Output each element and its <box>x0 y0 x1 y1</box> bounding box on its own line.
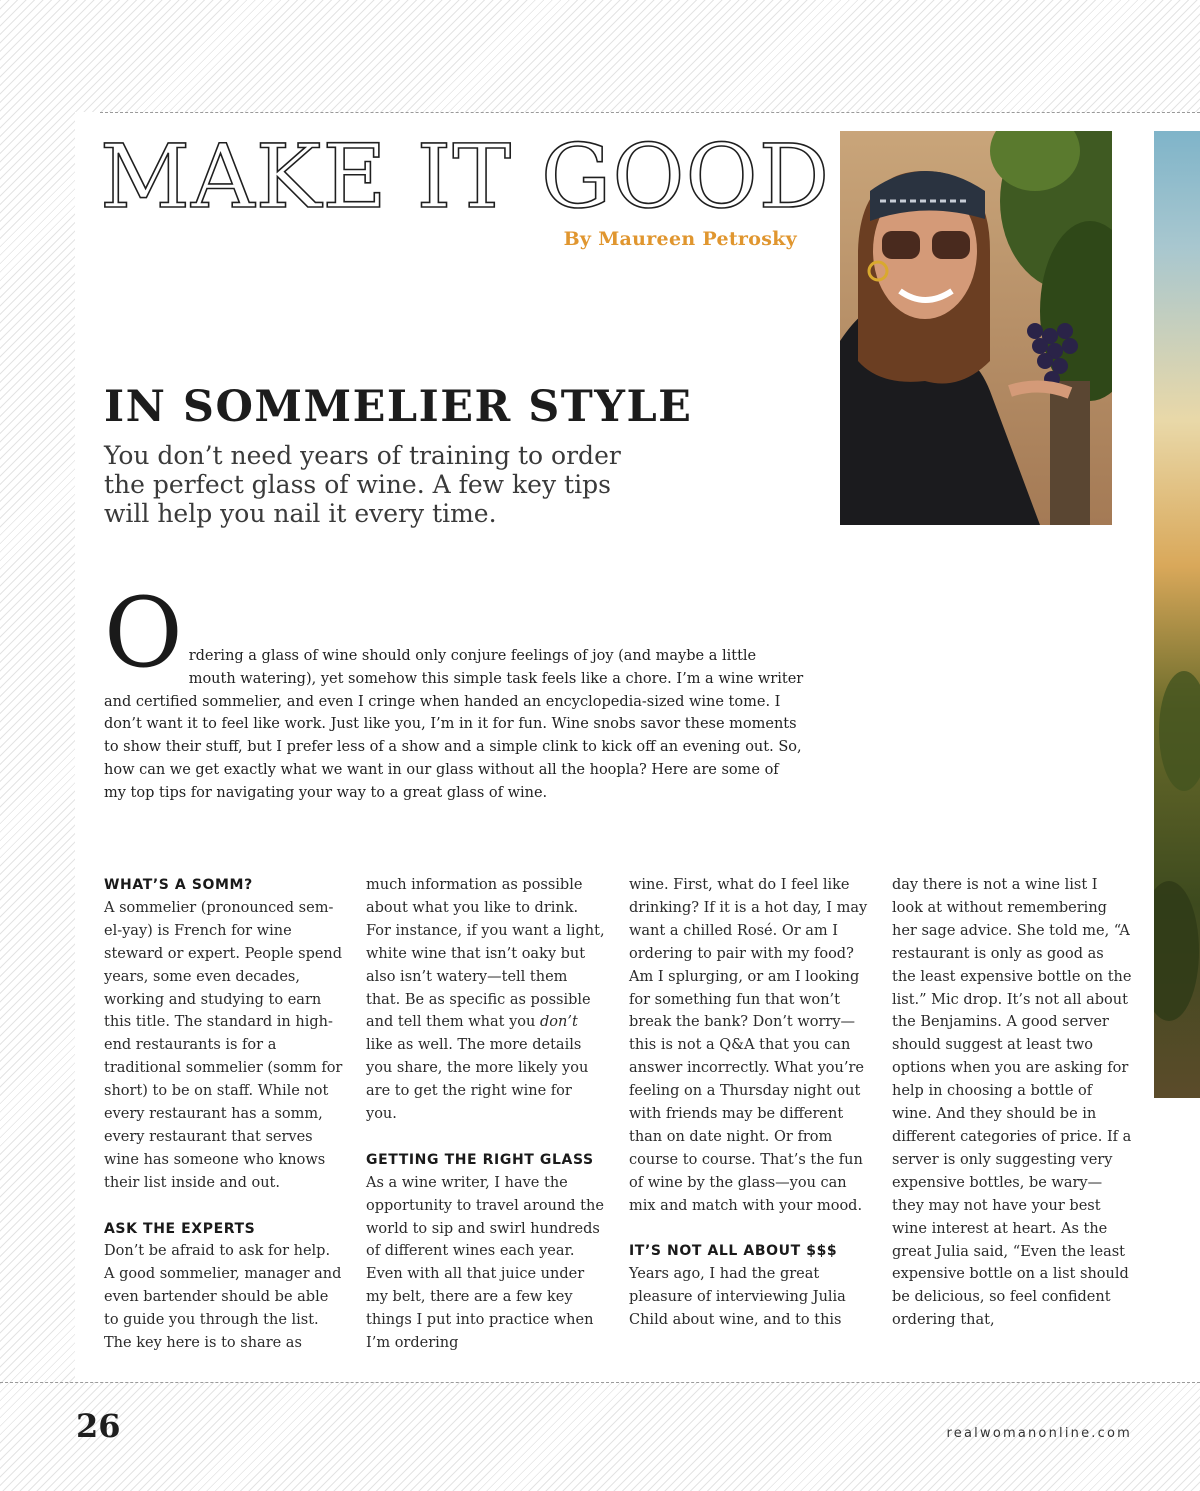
dropcap-spacer <box>104 595 804 645</box>
subhead-not-all-about-money: IT’S NOT ALL ABOUT $$$ <box>629 1243 838 1260</box>
article-deck: You don’t need years of training to order the perfect glass of wine. A few key tips will help you nail it every time. <box>104 441 621 528</box>
body-text: much information as possible about what you like to drink. For instance, if you want a light, white wine that isn’t oaky but also isn’t watery—tell them that. Be as specific as possible and tell them what you <box>366 877 605 1031</box>
bottom-divider <box>0 1382 1200 1383</box>
body-paragraph: As a wine writer, I have the opportunity to travel around the world to sip and swirl hundreds of different wines each year. Even with all that juice under my belt, there are a few key things I put into practice when I’m ordering <box>366 1174 604 1352</box>
website-url: realwomanonline.com <box>946 1426 1132 1441</box>
column-title: MAKE IT GOOD <box>100 125 831 228</box>
intro-text: rdering a glass of wine should only conjure feelings of joy (and maybe a little mouth watering), yet somehow this simple task feels like a chore. I’m a wine writer and certified sommelier, and even I cringe when handed an encyclopedia-sized wine tome. I don’t want it to feel like work. Just like you, I’m in it for fun. Wine snobs savor these moments to show their stuff, but I prefer less of a show and a simple clink to kick off an evening out. So, how can we get exactly what we want in our glass without all the hoopla? Here are some of my top tips for navigating your way to a great glass of wine. <box>104 648 804 801</box>
subhead-whats-a-somm: WHAT’S A SOMM? <box>104 877 253 893</box>
page-number: 26 <box>76 1407 121 1445</box>
author-photo <box>840 131 1112 525</box>
emphasis-text: don’t <box>539 1014 578 1031</box>
subhead-getting-the-right-glass: GETTING THE RIGHT GLASS <box>366 1151 594 1168</box>
text-column-3 <box>629 874 869 1332</box>
body-paragraph: wine. First, what do I feel like drinking? If it is a hot day, I may want a chilled Rosé. Or am I ordering to pair with my food? Am I splurging, or am I looking for something fun that won’t break the bank? Don’t worry—this is not a Q&A that you can answer incorrectly. What you’re feeling on a Thursday night out with friends may be different than on date night. Or from course to course. That’s the fun of wine by the glass—you can mix and match with your mood. <box>629 877 868 1214</box>
vineyard-photo-graphic <box>1154 131 1200 1098</box>
text-column-1 <box>104 874 344 1355</box>
body-paragraph <box>366 874 606 1126</box>
body-paragraph: A sommelier (pronounced sem-el-yay) is French for wine steward or expert. People spend years, some even decades, working and studying to earn this title. The standard in high-end restaurants is for a traditional sommelier (somm for short) to be on staff. While not every restaurant has a somm, every restaurant that serves wine has someone who knows their list inside and out. <box>104 899 343 1191</box>
top-divider <box>100 112 1200 113</box>
drop-cap: O <box>104 577 183 689</box>
article-headline: IN SOMMELIER STYLE <box>104 382 693 432</box>
body-paragraph: Don’t be afraid to ask for help. A good sommelier, manager and even bartender should be able to guide you through the list. The key here is to share as <box>104 1243 342 1352</box>
text-column-4 <box>892 874 1132 1332</box>
intro-paragraph <box>104 577 804 805</box>
byline: By Maureen Petrosky <box>563 228 797 250</box>
subhead-ask-the-experts: ASK THE EXPERTS <box>104 1220 256 1237</box>
vineyard-photo <box>1154 131 1200 1098</box>
body-paragraph: day there is not a wine list I look at without remembering her sage advice. She told me, “A restaurant is only as good as the least expensive bottle on the list.” Mic drop. It’s not all about the Benjamins. A good server should suggest at least two options when you are asking for help in choosing a bottle of wine. And they should be in different categories of price. If a server is only suggesting very expensive bottles, be wary—they may not have your best wine interest at heart. As the great Julia said, “Even the least expensive bottle on a list should be delicious, so feel confident ordering that, <box>892 877 1132 1329</box>
author-photo-graphic <box>840 131 1112 525</box>
body-text: like as well. The more details you share, the more likely you are to get the right wine for you. <box>366 1037 589 1123</box>
text-column-2 <box>366 874 606 1355</box>
body-paragraph: Years ago, I had the great pleasure of interviewing Julia Child about wine, and to this <box>629 1266 846 1329</box>
